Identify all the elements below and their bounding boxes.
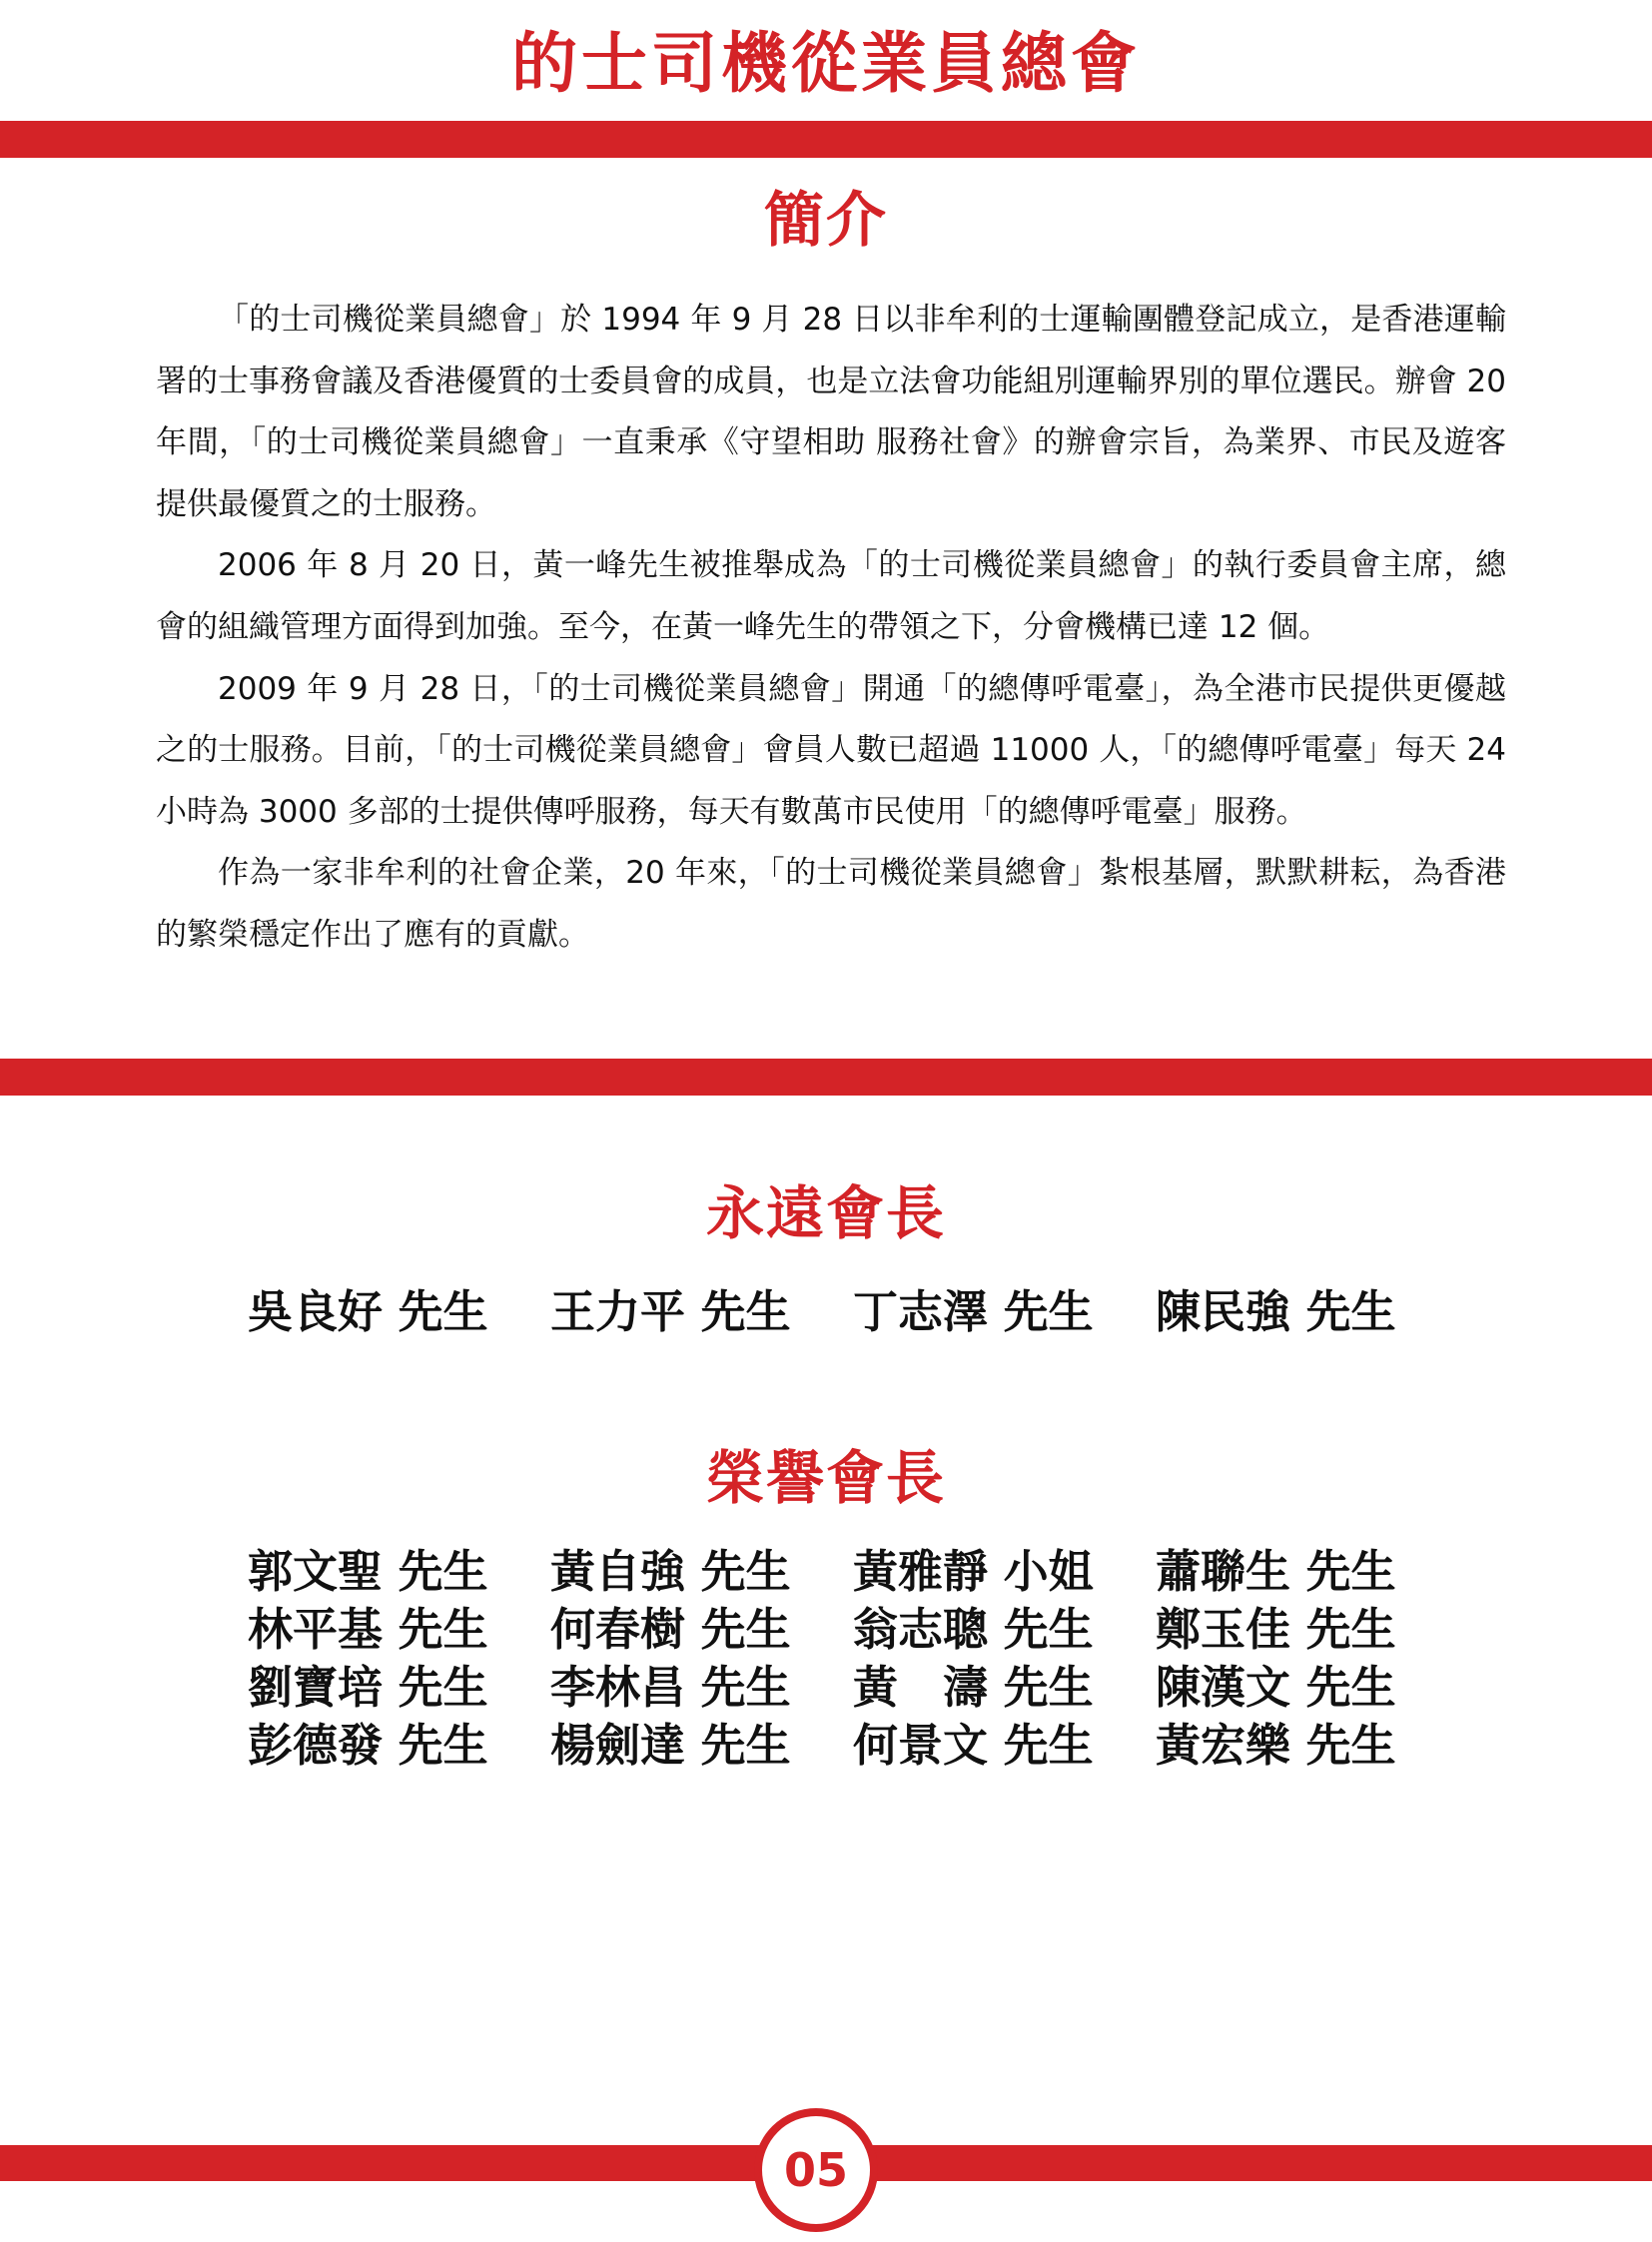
honorary-president-name: 何景文 先生 bbox=[853, 1719, 1094, 1772]
honorary-president-name: 何春樹 先生 bbox=[550, 1603, 791, 1656]
intro-paragraph: 2009 年 9 月 28 日，「的士司機從業員總會」開通「的總傳呼電臺」，為全港市民提供更優越之的士服務。目前，「的士司機從業員總會」會員人數已超過 11000 人，「的總傳呼電臺」每天 24 小時為 3000 多部的士提供傳呼服務，每天有數萬市民使用「的總傳呼電臺」服務。 bbox=[156, 670, 1506, 830]
honorary-presidents-heading: 榮譽會長 bbox=[705, 1444, 946, 1512]
honorary-president-name: 黃自強 先生 bbox=[550, 1545, 791, 1598]
intro-heading: 簡介 bbox=[764, 186, 888, 256]
header-red-band bbox=[0, 121, 1652, 158]
honorary-president-name: 黃雅靜 小姐 bbox=[853, 1545, 1094, 1598]
honorary-presidents-list bbox=[248, 1543, 1458, 1775]
intro-paragraph: 作為一家非牟利的社會企業，20 年來，「的士司機從業員總會」紮根基層，默默耕耘，為香港的繁榮穩定作出了應有的貢獻。 bbox=[156, 855, 1506, 953]
honorary-president-name: 黃宏樂 先生 bbox=[1156, 1719, 1396, 1772]
honorary-president-name: 蕭聯生 先生 bbox=[1156, 1545, 1396, 1598]
honorary-president-name: 林平基 先生 bbox=[248, 1603, 488, 1656]
section-divider-band bbox=[0, 1059, 1652, 1096]
honorary-president-name: 翁志聰 先生 bbox=[853, 1603, 1094, 1656]
permanent-presidents-heading: 永遠會長 bbox=[705, 1179, 946, 1247]
intro-paragraph: 「的士司機從業員總會」於 1994 年 9 月 28 日以非牟利的士運輸團體登記成立，是香港運輸署的士事務會議及香港優質的士委員會的成員，也是立法會功能組別運輸界別的單位選民。辦會 20 年間，「的士司機從業員總會」一直秉承《守望相助 服務社會》的辦會宗旨，為業界、市民及遊客提供最優質之的士服務。 bbox=[156, 302, 1506, 522]
honorary-president-name: 黃 濤 先生 bbox=[853, 1661, 1094, 1714]
page-number-badge bbox=[754, 2108, 878, 2232]
honorary-president-name: 楊劍達 先生 bbox=[550, 1719, 791, 1772]
honorary-president-name: 郭文聖 先生 bbox=[248, 1545, 488, 1598]
president-name: 陳民強 先生 bbox=[1156, 1285, 1396, 1338]
page-number: 05 bbox=[783, 2143, 848, 2197]
honorary-president-name: 彭德發 先生 bbox=[248, 1719, 488, 1772]
intro-body bbox=[156, 290, 1506, 967]
president-name: 吳良好 先生 bbox=[248, 1285, 488, 1338]
honorary-president-name: 劉寶培 先生 bbox=[248, 1661, 488, 1714]
intro-paragraph: 2006 年 8 月 20 日，黃一峰先生被推舉成為「的士司機從業員總會」的執行委員會主席，總會的組織管理方面得到加強。至今，在黃一峰先生的帶領之下，分會機構已達 12 個。 bbox=[156, 547, 1506, 645]
permanent-presidents-list bbox=[248, 1280, 1458, 1344]
honorary-president-name: 鄭玉佳 先生 bbox=[1156, 1603, 1396, 1656]
honorary-president-name: 陳漢文 先生 bbox=[1156, 1661, 1396, 1714]
president-name: 王力平 先生 bbox=[550, 1285, 791, 1338]
president-name: 丁志澤 先生 bbox=[853, 1285, 1094, 1338]
org-title: 的士司機從業員總會 bbox=[511, 25, 1141, 102]
honorary-president-name: 李林昌 先生 bbox=[550, 1661, 791, 1714]
